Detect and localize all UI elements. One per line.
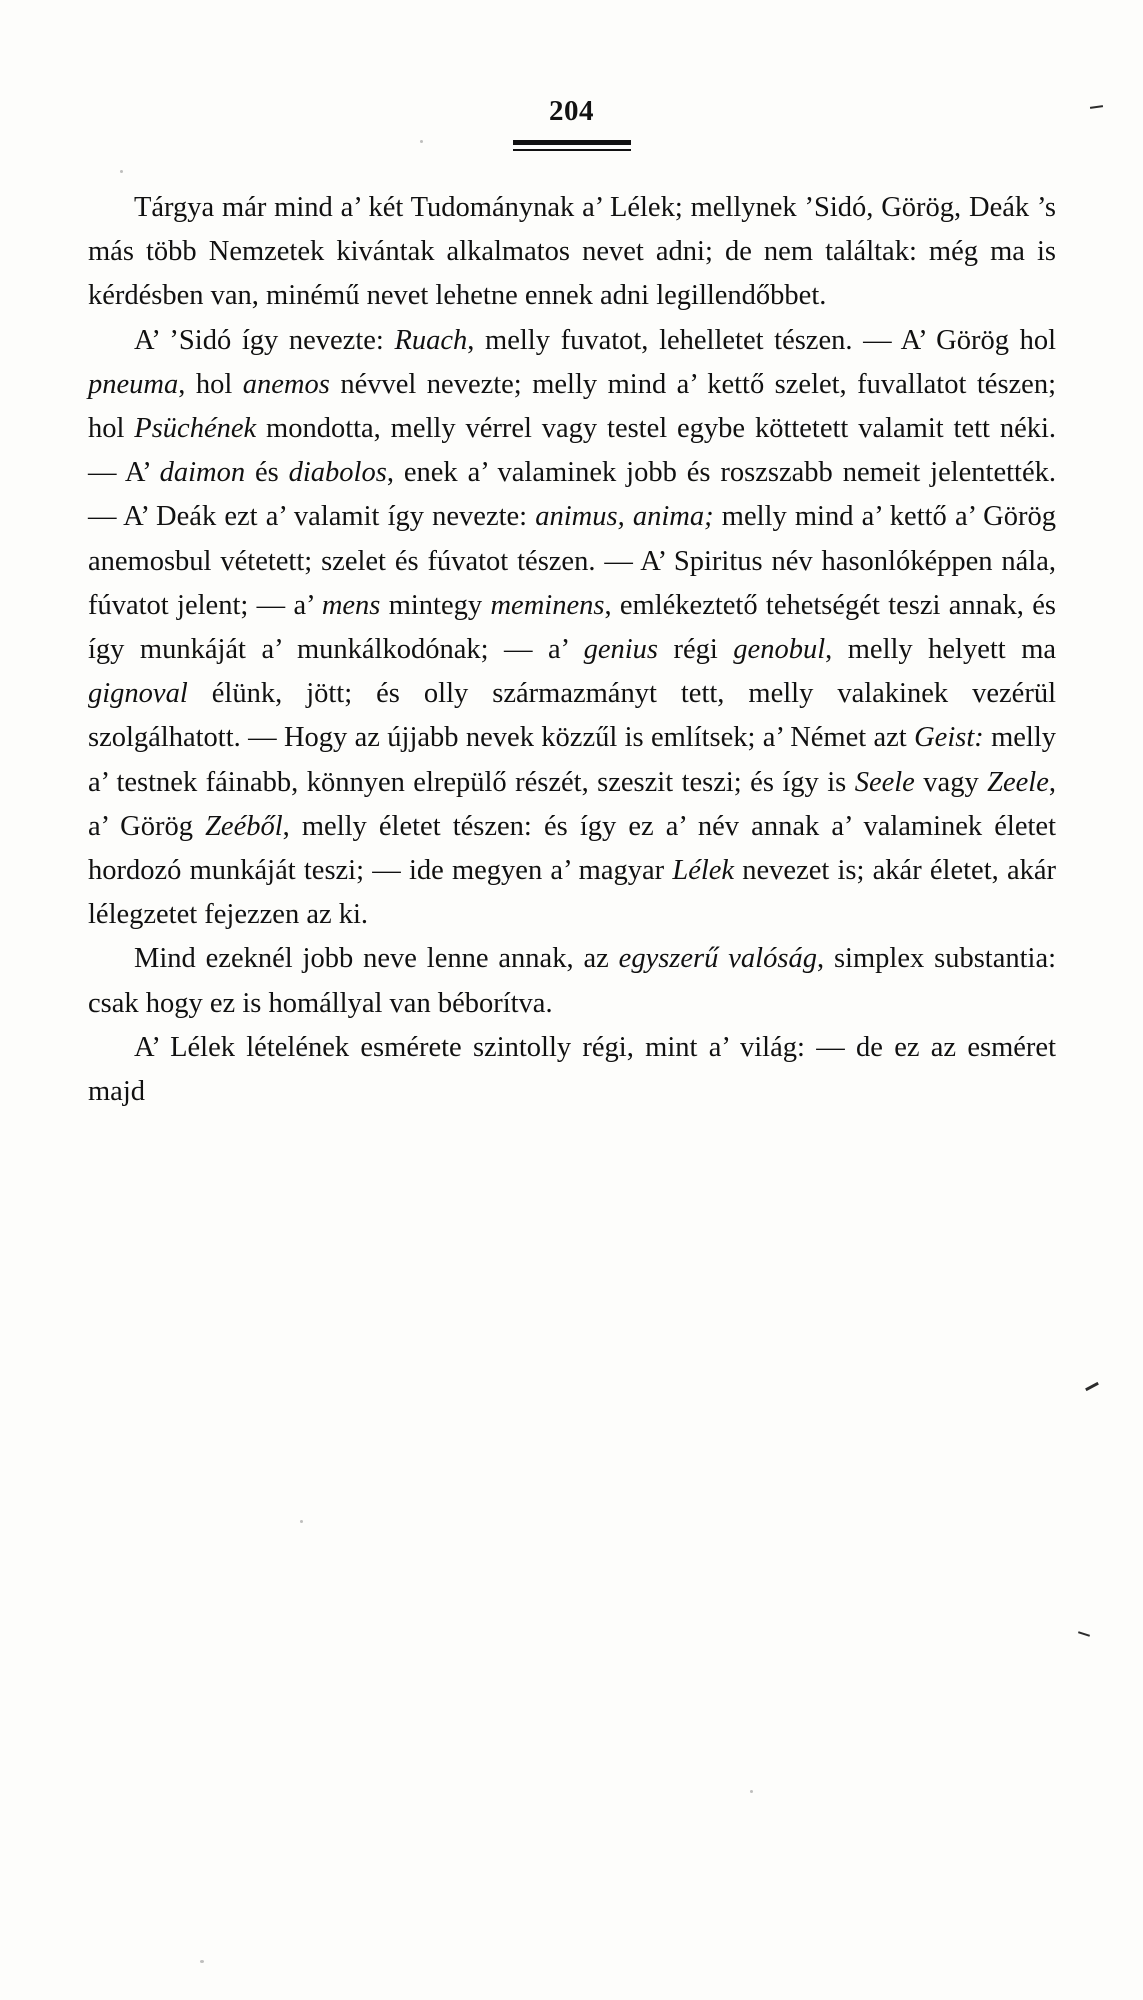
text-run: Tárgya már mind a’ két Tudománynak a’ Lélek; mellynek ’Sidó, Görög, Deák ’s más több Nemzetek kivántak alkalmatos nevet adni; de nem találtak: még ma is kérdésben van, minémű nevet lehetne ennek adni legillendőbbet. bbox=[88, 192, 1056, 312]
page-edge-mark bbox=[1085, 1382, 1099, 1391]
header-rule-thin bbox=[513, 149, 631, 151]
text-run: Mind ezeknél jobb neve lenne annak, az bbox=[134, 943, 619, 975]
text-run: melly a’ testnek fáinabb, könnyen elrepülő részét, szeszit teszi; és így is bbox=[88, 722, 1057, 798]
italic-term: diabolos bbox=[288, 457, 387, 489]
paper-speck bbox=[750, 1790, 753, 1793]
text-run: , simplex substantia: csak hogy ez is homállyal van béborítva. bbox=[88, 943, 1057, 1019]
text-run: A’ ’Sidó így nevezte: bbox=[134, 324, 395, 356]
text-run: mondotta, melly vérrel vagy testel egybe köttetett valamit tett néki. — A’ bbox=[88, 413, 1057, 489]
text-run: vagy bbox=[914, 766, 988, 798]
page-edge-mark bbox=[1078, 1631, 1090, 1637]
text-run: névvel nevezte; melly mind a’ kettő szelet, fuvallatot tészen; hol bbox=[88, 368, 1056, 445]
paper-speck bbox=[420, 140, 423, 143]
italic-term: animus, anima; bbox=[535, 501, 714, 533]
italic-term: pneuma bbox=[88, 368, 179, 400]
italic-term: egyszerű valóság bbox=[618, 943, 817, 975]
paragraph bbox=[88, 1026, 1056, 1114]
paragraph bbox=[88, 937, 1056, 1025]
text-run: nevezet is; akár életet, akár lélegzetet fejezzen az ki. bbox=[88, 855, 1056, 931]
text-run: , a’ Görög bbox=[88, 766, 1056, 842]
header-rule bbox=[513, 140, 631, 151]
italic-term: Seele bbox=[854, 766, 915, 798]
paper-speck bbox=[300, 1520, 303, 1523]
italic-term: daimon bbox=[159, 457, 246, 489]
paragraph bbox=[88, 319, 1056, 938]
italic-term: Zeéből bbox=[205, 810, 283, 842]
italic-term: genobul bbox=[733, 634, 826, 666]
paper-speck bbox=[120, 170, 123, 173]
text-run: , emlékeztető tehetségét teszi annak, és így munkáját a’ munkálkodónak; — a’ bbox=[88, 589, 1056, 666]
italic-term: gignoval bbox=[88, 678, 188, 710]
italic-term: Geist: bbox=[914, 722, 984, 754]
italic-term: anemos bbox=[242, 368, 330, 400]
page-number: 204 bbox=[549, 95, 594, 127]
paragraph bbox=[88, 186, 1056, 319]
italic-term: genius bbox=[583, 634, 658, 666]
paper-speck bbox=[200, 1960, 204, 1963]
text-run: melly mind a’ kettő a’ Görög anemosbul vétetett; szelet és fúvatot tészen. — A’ Spiritus név hasonlóképpen nála, fúvatot jelent; — a’ bbox=[88, 501, 1056, 621]
body-text bbox=[88, 186, 1056, 1114]
italic-term: Ruach bbox=[394, 324, 468, 356]
italic-term: Psüchének bbox=[134, 413, 257, 445]
italic-term: mens bbox=[321, 589, 381, 621]
text-run: és bbox=[245, 457, 289, 489]
text-run: , melly életet tészen: és így ez a’ név annak a’ valaminek életet hordozó munkáját teszi; — ide megyen a’ magyar bbox=[88, 810, 1056, 887]
italic-term: Lélek bbox=[672, 855, 735, 887]
text-run: , melly helyett ma bbox=[825, 634, 1057, 666]
text-run: , melly fuvatot, lehelletet tészen. — A’ Görög hol bbox=[467, 324, 1056, 356]
text-run: régi bbox=[657, 634, 734, 666]
italic-term: Zeele bbox=[987, 766, 1049, 798]
text-run: mintegy bbox=[380, 589, 491, 621]
text-run: élünk, jött; és olly származmányt tett, melly valakinek vezérül szolgálhatott. — Hogy az újjabb nevek közzűl is említsek; a’ Német azt bbox=[88, 678, 1056, 754]
header-rule-thick bbox=[513, 140, 631, 145]
italic-term: meminens bbox=[490, 589, 605, 621]
text-run: , hol bbox=[178, 368, 243, 400]
text-run: A’ Lélek lételének esmérete szintolly régi, mint a’ világ: — de ez az esméret majd bbox=[88, 1031, 1056, 1108]
text-run: , enek a’ valaminek jobb és roszszabb nemeit jelentették. — A’ Deák ezt a’ valamit így nevezte: bbox=[88, 457, 1056, 533]
